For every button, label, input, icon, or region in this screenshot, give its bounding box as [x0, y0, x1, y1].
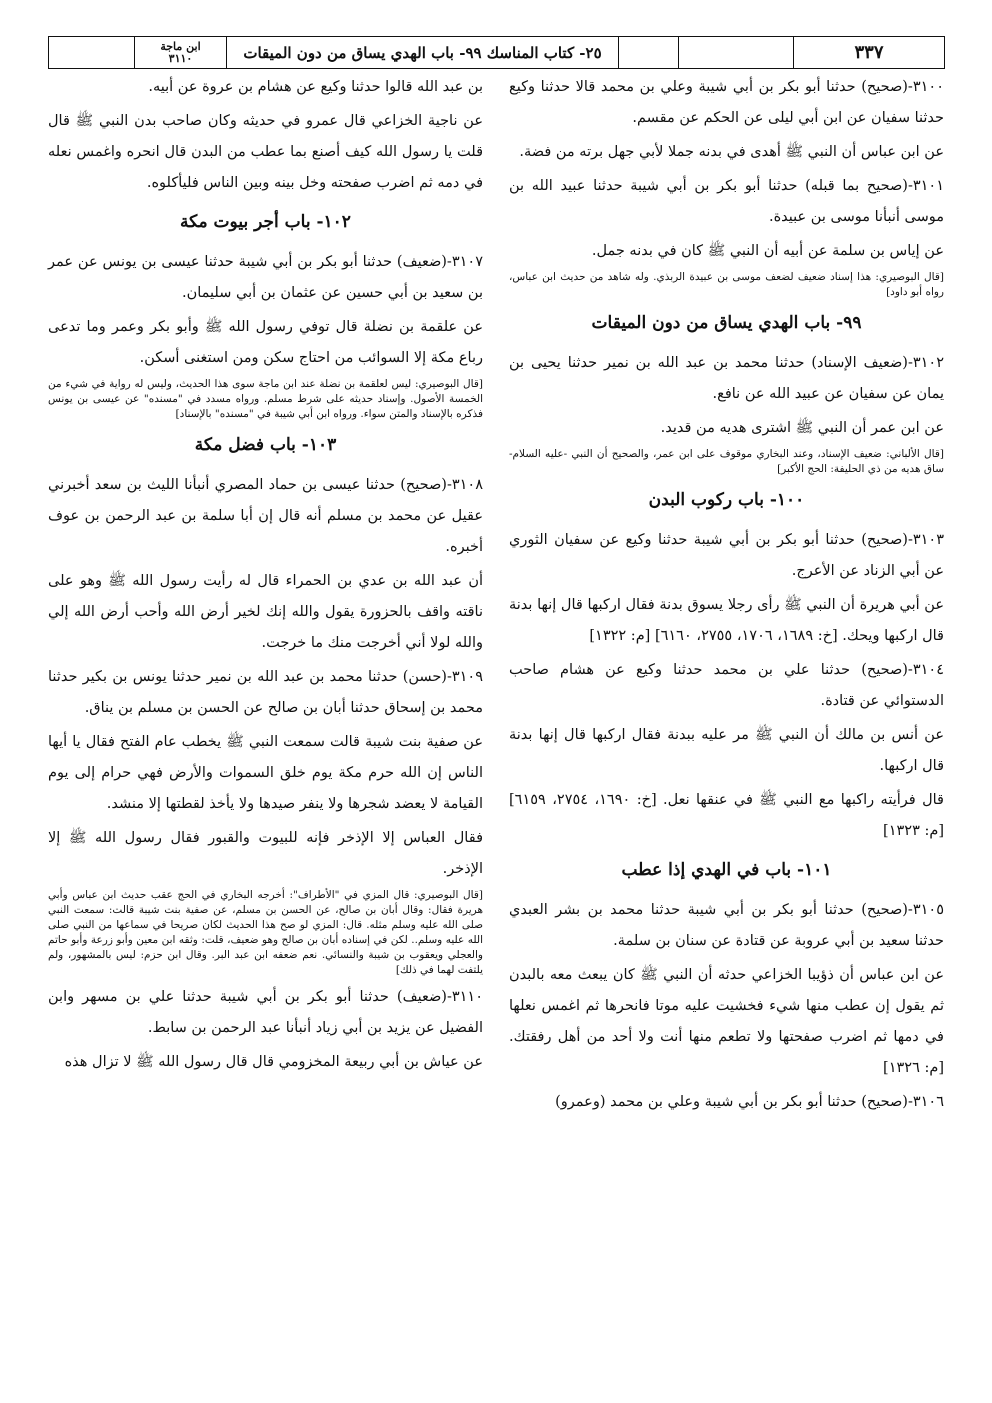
hadith-paragraph: عن أبي هريرة أن النبي ﷺ رأى رجلا يسوق بدنة فقال اركبها قال إنها بدنة قال اركبها ويحك. [خ: ١٦٨٩، ١٧٠٦، ٢٧٥٥، ٦١٦٠] [م: ١٣٢٢]: [509, 597, 944, 644]
hadith-paragraph: عن علقمة بن نضلة قال توفي رسول الله ﷺ وأبو بكر وعمر وما تدعى رباع مكة إلا السوائب من احتاج سكن ومن استغنى أسكن.: [48, 319, 483, 366]
hadith-paragraph: ٣١٠٤-(صحيح) حدثنا علي بن محمد حدثنا وكيع عن هشام صاحب الدستوائي عن قتادة.: [509, 662, 944, 709]
chapter-heading: ١٠٠- باب ركوب البدن: [648, 490, 805, 510]
hadith-paragraph: عن ابن عباس أن النبي ﷺ أهدى في بدنه جملا لأبي جهل برته من فضة.: [519, 144, 944, 160]
hadith-paragraph: بن عبد الله قالوا حدثنا وكيع عن هشام بن عروة عن أبيه.: [148, 79, 483, 95]
hadith-paragraph: عن ناجية الخزاعي قال عمرو في حديثه وكان صاحب بدن النبي ﷺ قال قلت يا رسول الله كيف أصنع بما عطب من البدن قال انحره واغمس نعله في دمه ثم اضرب صفحته وخل بينه وبين الناس فليأكلوه.: [48, 113, 483, 191]
footnote: [قال الألباني: ضعيف الإسناد، وعند البخاري موقوف على ابن عمر، والصحيح أن النبي -عليه السلام- ساق هديه من ذي الحليفة: الحج الأكبر]: [509, 448, 944, 475]
chapter-heading: ١٠٣- باب فضل مكة: [194, 435, 337, 455]
chapter-heading: ٩٩- باب الهدي يساق من دون الميقات: [591, 313, 862, 333]
footnote: [قال البوصيري: هذا إسناد ضعيف لضعف موسى بن عبيدة الربذي. وله شاهد من حديث ابن عباس، رواه أبو داود]: [509, 271, 944, 298]
hadith-paragraph: ٣١٠٠-(صحيح) حدثنا أبو بكر بن أبي شيبة وعلي بن محمد قالا حدثنا وكيع حدثنا سفيان عن ابن أبي ليلى عن الحكم عن مقسم.: [509, 79, 944, 126]
hadith-paragraph: ٣١١٠-(ضعيف) حدثنا أبو بكر بن أبي شيبة حدثنا علي بن مسهر وابن الفضيل عن يزيد بن أبي زياد أنبأنا عبد الرحمن بن سابط.: [48, 989, 483, 1036]
chapter-heading: ١٠٢- باب أجر بيوت مكة: [180, 212, 351, 232]
hadith-paragraph: قال فرأيته راكبها مع النبي ﷺ في عنقها نعل. [خ: ١٦٩٠، ٢٧٥٤، ٦١٥٩] [م: ١٣٢٣]: [509, 792, 944, 839]
header-blank-cell: [678, 37, 793, 68]
reference-source: ابن ماجة: [160, 39, 201, 53]
hadith-paragraph: ٣١٠٢-(ضعيف الإسناد) حدثنا محمد بن عبد الله بن نمير حدثنا يحيى بن يمان عن سفيان عن عبيد الله عن نافع.: [509, 355, 944, 402]
hadith-paragraph: عن أنس بن مالك أن النبي ﷺ مر عليه ببدنة فقال اركبها قال إنها بدنة قال اركبها.: [509, 727, 944, 774]
header-reference: [134, 37, 226, 68]
hadith-paragraph: فقال العباس إلا الإذخر فإنه للبيوت والقبور فقال رسول الله ﷺ إلا الإذخر.: [48, 830, 483, 877]
hadith-paragraph: أن عبد الله بن عدي بن الحمراء قال له رأيت رسول الله ﷺ وهو على ناقته واقف بالحزورة يقول والله إنك لخير أرض الله وأحب أرض الله إلي والله لولا أني أخرجت منك ما خرجت.: [48, 573, 483, 651]
hadith-paragraph: ٣١٠٧-(ضعيف) حدثنا أبو بكر بن أبي شيبة حدثنا عيسى بن يونس عن عمر بن سعيد بن أبي حسين عن عثمان بن أبي سليمان.: [48, 254, 483, 301]
header-blank-cell: [49, 37, 134, 68]
footnote: [قال البوصيري: ليس لعلقمة بن نضلة عند ابن ماجة سوى هذا الحديث، وليس له رواية في شيء من الخمسة الأصول. وإسناد حديثه على شرط مسلم. ورواه مسدد في "مسنده" عن عيسى بن يونس فذكره بالإسناد والمتن سواء. ورواه ابن أبي شيبة في "مسنده" بالإسناد]: [48, 378, 484, 420]
hadith-paragraph: ٣١٠٣-(صحيح) حدثنا أبو بكر بن أبي شيبة حدثنا وكيع عن سفيان الثوري عن أبي الزناد عن الأعرج.: [509, 532, 944, 579]
hadith-paragraph: ٣١٠٥-(صحيح) حدثنا أبو بكر بن أبي شيبة حدثنا محمد بن بشر العبدي حدثنا سعيد بن أبي عروبة عن قتادة عن سنان بن سلمة.: [509, 902, 944, 949]
hadith-paragraph: ٣١٠٦-(صحيح) حدثنا أبو بكر بن أبي شيبة وعلي بن محمد (وعمرو): [555, 1094, 944, 1110]
reference-number: ٣١١٠: [168, 51, 193, 65]
header-blank-cell: [618, 37, 678, 68]
footnote: [قال البوصيري: قال المزي في "الأطراف": أخرجه البخاري في الحج عقب حديث ابن عباس وأبي هريرة فقال: وقال أبان بن صالح، عن الحسن بن مسلم، عن صفية بنت شيبة قالت: سمعت النبي صلى الله عليه وسلم مثله. قال: المزي لو صح هذا الحديث لكان صريحا في سماعها من النبي صلى الله عليه وسلم.. لكن في إسناده أبان بن صالح وهو ضعيف، قلت: وثقه ابن معين وأبو زرعة وأبو حاتم والعجلي ويعقوب بن شيبة والنسائي. نعم ضعفه ابن عبد البر. وقال ابن حزم: ليس بالمشهور، ولم يلتفت لهما في ذلك]: [48, 889, 483, 976]
hadith-paragraph: عن ابن عمر أن النبي ﷺ اشترى هديه من قديد.: [660, 420, 944, 436]
header-title: ٢٥- كتاب المناسك ٩٩- باب الهدي يساق من دون الميقات: [226, 37, 618, 68]
hadith-paragraph: ٣١٠٨-(صحيح) حدثنا عيسى بن حماد المصري أنبأنا الليث بن سعد أخبرني عقيل عن محمد بن مسلم أنه قال إن أبا سلمة بن عبد الرحمن بن عوف أخبره.: [48, 477, 483, 555]
hadith-paragraph: ٣١٠٩-(حسن) حدثنا محمد بن عبد الله بن نمير حدثنا يونس بن بكير حدثنا محمد بن إسحاق حدثنا أبان بن صالح عن الحسن بن مسلم بن يناق.: [48, 669, 483, 716]
hadith-paragraph: ٣١٠١-(صحيح بما قبله) حدثنا أبو بكر بن أبي شيبة حدثنا عبيد الله بن موسى أنبأنا موسى بن عبيدة.: [509, 178, 944, 225]
chapter-heading: ١٠١- باب في الهدي إذا عطب: [621, 860, 832, 880]
page-header: [48, 36, 945, 69]
hadith-paragraph: عن إياس بن سلمة عن أبيه أن النبي ﷺ كان في بدنه جمل.: [591, 243, 944, 259]
hadith-paragraph: عن عياش بن أبي ربيعة المخزومي قال قال رسول الله ﷺ لا تزال هذه: [64, 1054, 483, 1070]
hadith-paragraph: عن ابن عباس أن ذؤيبا الخزاعي حدثه أن النبي ﷺ كان يبعث معه بالبدن ثم يقول إن عطب منها شيء فخشيت عليه موتا فانحرها ثم اغمس نعلها في دمها ثم اضرب صفحتها ولا تطعم منها أنت ولا أحد من أهل رفقتك. [م: ١٣٢٦]: [509, 967, 944, 1076]
right-text-column: [509, 72, 944, 1121]
page-number: ٣٣٧: [793, 37, 944, 68]
left-text-column: [48, 72, 483, 1081]
hadith-paragraph: عن صفية بنت شيبة قالت سمعت النبي ﷺ يخطب عام الفتح فقال يا أيها الناس إن الله حرم مكة يوم خلق السموات والأرض فهي حرام إلى يوم القيامة لا يعضد شجرها ولا ينفر صيدها ولا يأخذ لقطتها إلا منشد.: [48, 734, 483, 812]
